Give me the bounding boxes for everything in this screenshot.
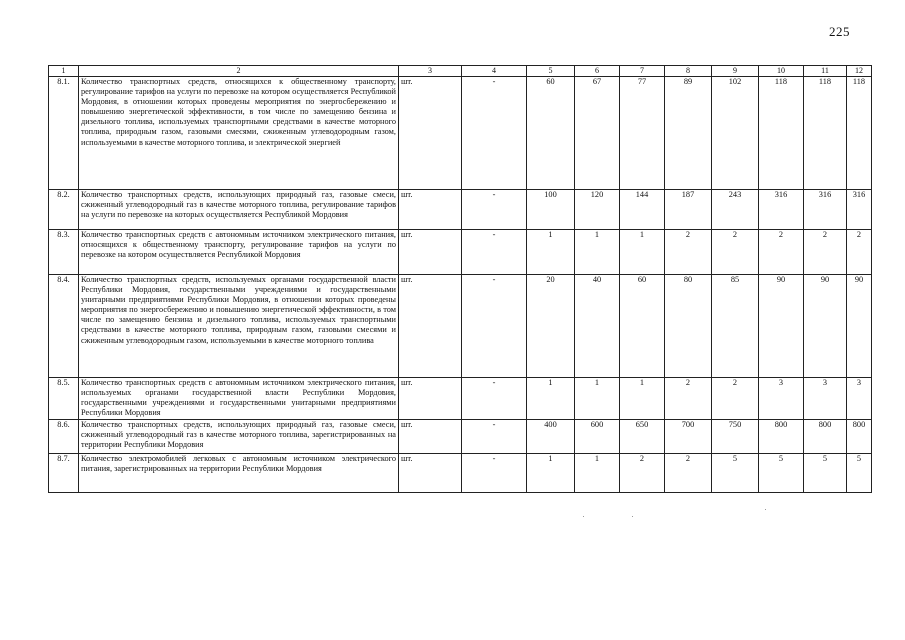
year-value-cell: 2	[665, 378, 712, 420]
unit-cell: шт.	[399, 190, 462, 230]
table-row	[49, 190, 872, 230]
year-value-cell: 5	[847, 454, 872, 493]
unit-cell: шт.	[399, 230, 462, 275]
column-number-cell: 4	[462, 66, 527, 77]
row-number-cell: 8.1.	[49, 77, 79, 190]
base-value-cell: -	[462, 230, 527, 275]
year-value-cell: 2	[712, 378, 759, 420]
row-number-cell: 8.2.	[49, 190, 79, 230]
page-number: 225	[829, 24, 850, 39]
unit-cell: шт.	[399, 77, 462, 190]
year-value-cell: 400	[527, 420, 575, 454]
row-number-cell: 8.4.	[49, 275, 79, 378]
indicator-name-cell: Количество транспортных средств с автономным источником электрического питания, используемых органами государственной власти Республики Мордовия, государственными учреждениями и государственными унитарными предприятиями Республики Мордовия	[79, 378, 399, 420]
table-row	[49, 420, 872, 454]
year-value-cell: 102	[712, 77, 759, 190]
row-number-cell: 8.5.	[49, 378, 79, 420]
row-number-cell: 8.7.	[49, 454, 79, 493]
year-value-cell: 1	[620, 378, 665, 420]
column-number-cell: 12	[847, 66, 872, 77]
table-row	[49, 77, 872, 190]
year-value-cell: 40	[575, 275, 620, 378]
year-value-cell: 120	[575, 190, 620, 230]
year-value-cell: 1	[575, 230, 620, 275]
base-value-cell: -	[462, 275, 527, 378]
row-number-cell: 8.6.	[49, 420, 79, 454]
scan-artifact	[765, 509, 766, 510]
base-value-cell: -	[462, 378, 527, 420]
year-value-cell: 2	[712, 230, 759, 275]
year-value-cell: 90	[759, 275, 804, 378]
column-number-cell: 8	[665, 66, 712, 77]
indicator-name-cell: Количество транспортных средств, использующих природный газ, газовые смеси, сжиженный углеводородный газ в качестве моторного топлива, зарегистрированных на территории Республики Мордовия	[79, 420, 399, 454]
unit-cell: шт.	[399, 454, 462, 493]
year-value-cell: 118	[804, 77, 847, 190]
indicator-name-cell: Количество транспортных средств с автономным источником электрического питания, относящихся к общественному транспорту, регулирование тарифов на услуги по перевозке на котором осуществляется Республикой Мордовия	[79, 230, 399, 275]
indicator-name-cell: Количество транспортных средств, используемых органами государственной власти Республики Мордовия, государственными учреждениями и государственными унитарными предприятиями Республики Мордовия, в отношении которых проведены мероприятия по энергосбережению и повышению энергетической эффективности, в том числе по замещению бензина и дизельного топлива, используемых транспортными средствами в качестве моторного топлива, природным газом, газовыми смесями и сжиженным углеводородным газом, используемыми в качестве моторного топлива	[79, 275, 399, 378]
year-value-cell: 3	[759, 378, 804, 420]
year-value-cell: 2	[665, 230, 712, 275]
year-value-cell: 118	[847, 77, 872, 190]
year-value-cell: 650	[620, 420, 665, 454]
year-value-cell: 60	[620, 275, 665, 378]
column-number-cell: 10	[759, 66, 804, 77]
year-value-cell: 243	[712, 190, 759, 230]
year-value-cell: 800	[759, 420, 804, 454]
year-value-cell: 90	[847, 275, 872, 378]
year-value-cell: 5	[759, 454, 804, 493]
table-row	[49, 454, 872, 493]
column-number-cell: 2	[79, 66, 399, 77]
scan-artifact	[632, 516, 633, 517]
table-row	[49, 275, 872, 378]
year-value-cell: 750	[712, 420, 759, 454]
year-value-cell: 2	[847, 230, 872, 275]
year-value-cell: 600	[575, 420, 620, 454]
indicator-name-cell: Количество транспортных средств, относящихся к общественному транспорту, регулирование тарифов на услуги по перевозке на котором осуществляется Республикой Мордовия, в отношении которых проведены мероприятия по энергосбережению и повышению энергетической эффективности, в том числе по замещению бензина и дизельного топлива, используемых транспортными средствами в качестве моторного топлива, природным газом, газовыми смесями, сжиженным углеводородным газом, используемыми в качестве моторного топлива, и электрической энергией	[79, 77, 399, 190]
year-value-cell: 85	[712, 275, 759, 378]
year-value-cell: 187	[665, 190, 712, 230]
indicator-name-cell: Количество транспортных средств, использующих природный газ, газовые смеси, сжиженный углеводородный газ в качестве моторного топлива, регулирование тарифов на услуги по перевозке на которых осуществляется Республикой Мордовия	[79, 190, 399, 230]
year-value-cell: 2	[665, 454, 712, 493]
year-value-cell: 316	[759, 190, 804, 230]
table-row	[49, 378, 872, 420]
year-value-cell: 1	[527, 454, 575, 493]
year-value-cell: 2	[759, 230, 804, 275]
base-value-cell: -	[462, 77, 527, 190]
year-value-cell: 90	[804, 275, 847, 378]
year-value-cell: 2	[804, 230, 847, 275]
year-value-cell: 77	[620, 77, 665, 190]
year-value-cell: 67	[575, 77, 620, 190]
year-value-cell: 100	[527, 190, 575, 230]
year-value-cell: 20	[527, 275, 575, 378]
unit-cell: шт.	[399, 420, 462, 454]
year-value-cell: 1	[620, 230, 665, 275]
year-value-cell: 1	[527, 230, 575, 275]
column-number-cell: 1	[49, 66, 79, 77]
year-value-cell: 316	[847, 190, 872, 230]
column-number-cell: 9	[712, 66, 759, 77]
table-row	[49, 230, 872, 275]
base-value-cell: -	[462, 190, 527, 230]
year-value-cell: 1	[575, 378, 620, 420]
base-value-cell: -	[462, 420, 527, 454]
year-value-cell: 3	[804, 378, 847, 420]
year-value-cell: 1	[575, 454, 620, 493]
year-value-cell: 118	[759, 77, 804, 190]
year-value-cell: 2	[620, 454, 665, 493]
column-number-cell: 5	[527, 66, 575, 77]
year-value-cell: 800	[847, 420, 872, 454]
year-value-cell: 89	[665, 77, 712, 190]
unit-cell: шт.	[399, 378, 462, 420]
indicators-table	[48, 65, 872, 493]
year-value-cell: 700	[665, 420, 712, 454]
year-value-cell: 1	[527, 378, 575, 420]
year-value-cell: 5	[804, 454, 847, 493]
year-value-cell: 5	[712, 454, 759, 493]
indicator-name-cell: Количество электромобилей легковых с автономным источником электрического питания, зарегистрированных на территории Республики Мордовия	[79, 454, 399, 493]
column-number-cell: 11	[804, 66, 847, 77]
unit-cell: шт.	[399, 275, 462, 378]
column-number-row	[49, 66, 872, 77]
row-number-cell: 8.3.	[49, 230, 79, 275]
column-number-cell: 3	[399, 66, 462, 77]
year-value-cell: 800	[804, 420, 847, 454]
year-value-cell: 3	[847, 378, 872, 420]
base-value-cell: -	[462, 454, 527, 493]
year-value-cell: 60	[527, 77, 575, 190]
column-number-cell: 7	[620, 66, 665, 77]
scan-artifact	[583, 516, 584, 517]
year-value-cell: 144	[620, 190, 665, 230]
year-value-cell: 80	[665, 275, 712, 378]
year-value-cell: 316	[804, 190, 847, 230]
column-number-cell: 6	[575, 66, 620, 77]
